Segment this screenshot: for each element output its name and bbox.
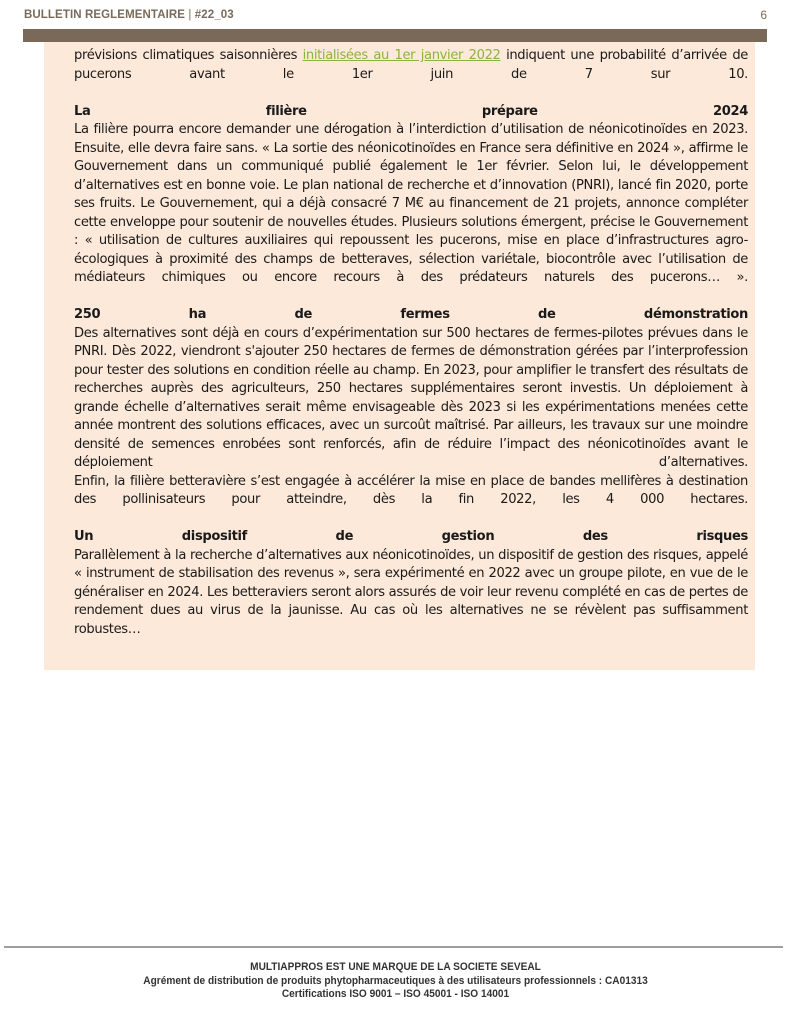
footer-agrement-line: Agrément de distribution de produits phytopharmaceutiques à des utilisateurs professionnels : CA01313 (143, 974, 648, 987)
intro-text-before-link: prévisions climatiques saisonnières (74, 48, 303, 63)
footer-company-line: MULTIAPPROS EST UNE MARQUE DE LA SOCIETE SEVEAL (250, 961, 541, 973)
bulletin-title: BULLETIN REGLEMENTAIRE (24, 9, 186, 21)
bulletin-issue: #22_03 (194, 9, 234, 21)
footer-rule (4, 946, 783, 948)
page-footer (0, 961, 791, 1002)
section-paragraph-filiere: La filière pourra encore demander une dérogation à l’interdiction d’utilisation de néonicotinoïdes en 2023. Ensuite, elle devra faire sans. « La sortie des néonicotinoïdes en France sera définitive en 2024 », affirme le Gouvernement dans un communiqué publié également le 1er février. Selon lui, le développement d’alternatives est en bonne voie. Le plan national de recherche et d’innovation (PNRI), lancé fin 2020, porte ses fruits. Le Gouvernement, qui a déjà consacré 7 M€ au financement de 21 projets, annonce compléter cette enveloppe pour soutenir de nouvelles études. Plusieurs solutions émergent, précise le Gouvernement : « utilisation de cultures auxiliaires qui repoussent les pucerons, mise en place d’infrastructures agro-écologiques à proximité des champs de betteraves, sélection variétale, biocontrôle avec l’utilisation de médiateurs chimiques ou encore recours à des prédateurs naturels des pucerons… ». (74, 122, 748, 285)
header-divider-bar (23, 29, 767, 42)
section-paragraph-bandes-melliferes: Enfin, la filière betteravière s’est engagée à accélérer la mise en place de bandes mellifères à destination des pollinisateurs pour atteindre, dès la fin 2022, les 4 000 hectares. (74, 473, 748, 507)
article-body (74, 47, 748, 639)
header-separator: | (185, 9, 195, 21)
section-paragraph-risques: Parallèlement à la recherche d’alternatives aux néonicotinoïdes, un dispositif de gestion des risques, appelé « instrument de stabilisation des revenus », sera expérimenté en 2022 avec un groupe pilote, en vue de le généraliser en 2024. Les betteraviers seront alors assurés de voir leur revenu complété en cas de pertes de rendement dues au virus de la jaunisse. Au cas où les alternatives ne se révèlent pas suffisamment robustes… (74, 547, 748, 637)
forecast-link[interactable]: initialisées au 1er janvier 2022 (302, 48, 501, 63)
intro-paragraph (74, 47, 748, 84)
section-heading-fermes: 250 ha de fermes de démonstration (74, 307, 748, 322)
footer-certifications-line: Certifications ISO 9001 – ISO 45001 - ISO 14001 (281, 988, 510, 1000)
paragraph-spacer (74, 84, 748, 103)
intro-text-after-link: indiquent une probabilité d’arrivée de pucerons avant le 1er juin de 7 sur 10. (74, 48, 748, 82)
paragraph-spacer (74, 510, 748, 529)
section-paragraph-fermes: Des alternatives sont déjà en cours d’expérimentation sur 500 hectares de fermes-pilotes prévues dans le PNRI. Dès 2022, viendront s'ajouter 250 hectares de fermes de démonstration gérées par l’interprofession pour tester des solutions en condition réelle au champ. En 2023, pour amplifier le transfert des résultats de recherches auprès des agriculteurs, 250 hectares supplémentaires seront investis. Un déploiement à grande échelle d’alternatives serait même envisageable dès 2023 si les expérimentations menées cette année montrent des solutions efficaces, avec un surcoût maîtrisé. Par ailleurs, les travaux sur une moindre densité de semences enrobées sont renforcés, afin de réduire l’impact des néonicotinoïdes avant le déploiement d’alternatives. (74, 325, 748, 470)
section-heading-filiere: La filière prépare 2024 (74, 103, 748, 119)
bulletin-header (24, 9, 234, 21)
page-number: 6 (760, 8, 767, 22)
paragraph-spacer (74, 288, 748, 307)
section-heading-risques: Un dispositif de gestion des risques (74, 529, 748, 544)
